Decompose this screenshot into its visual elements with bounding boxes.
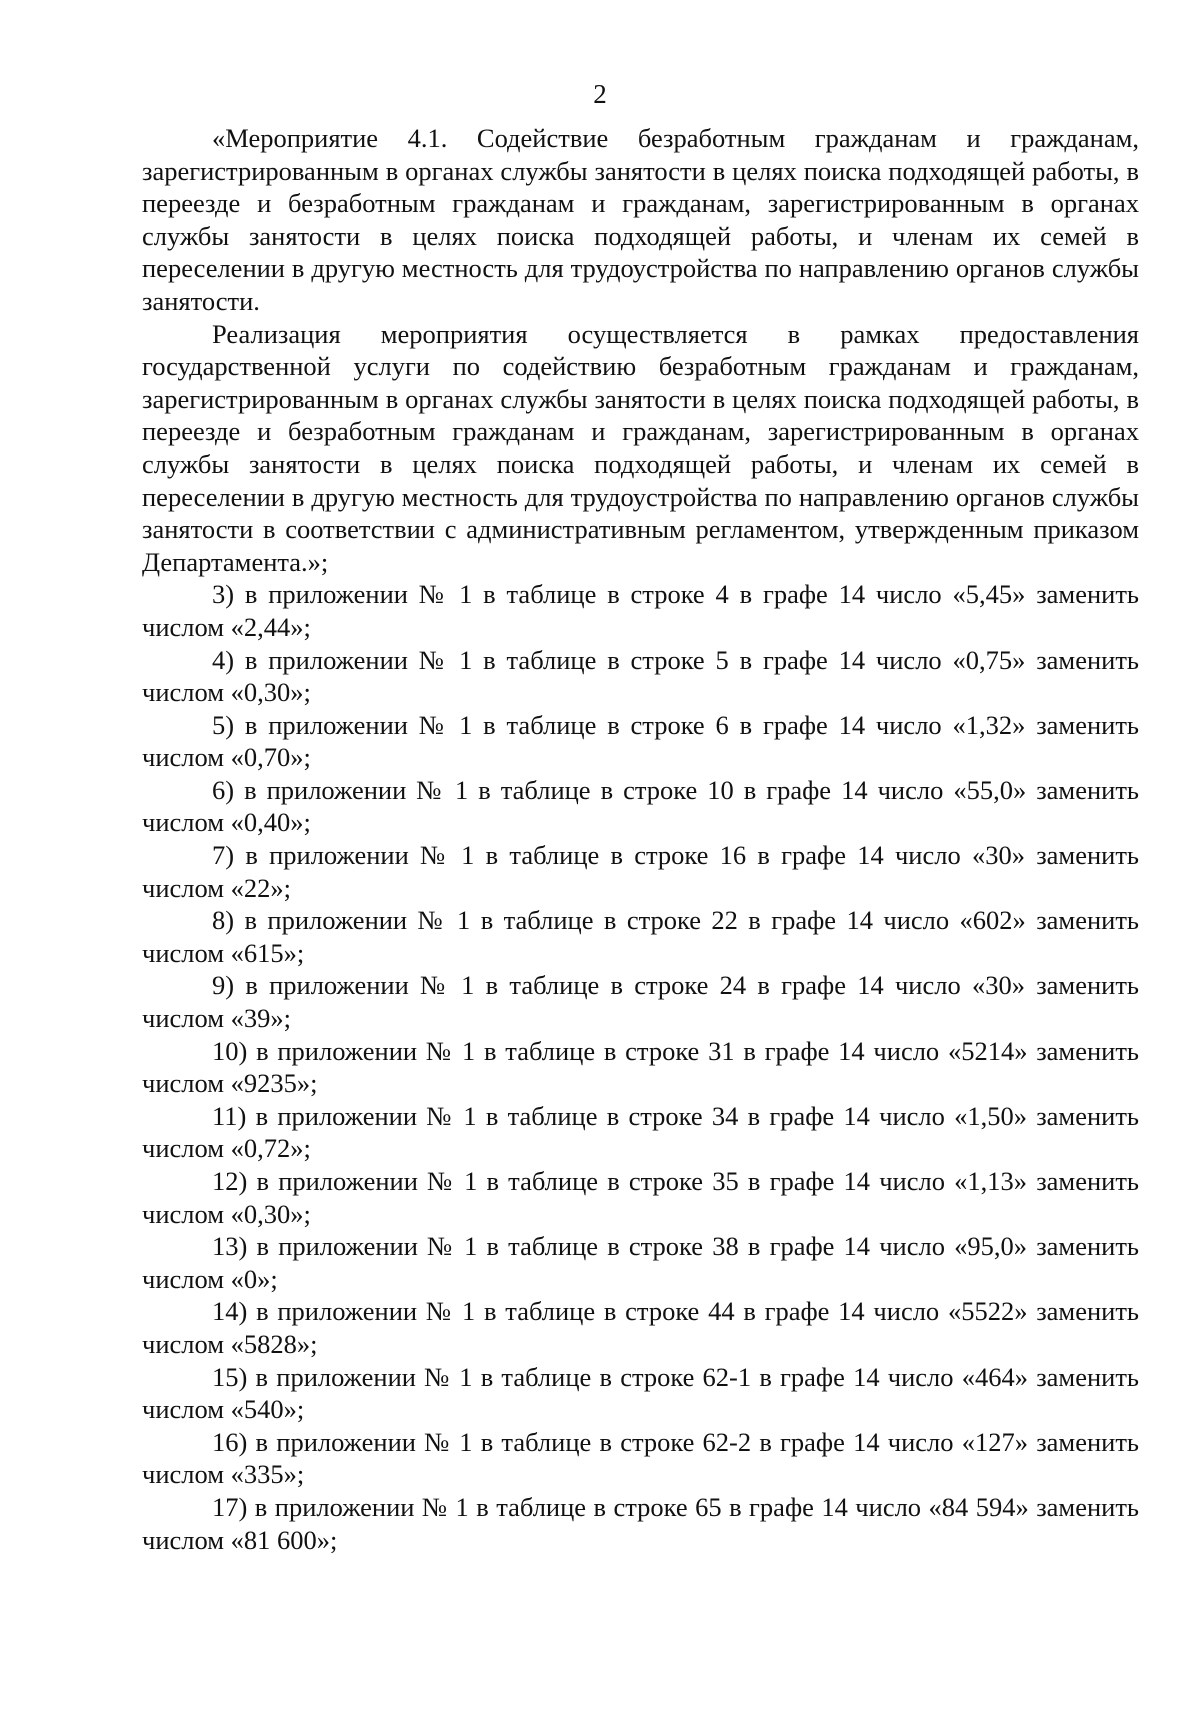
amendment-item-7: 7) в приложении № 1 в таблице в строке 16 в графе 14 число «30» заменить числом «22»; bbox=[142, 840, 1139, 903]
amendment-item-3: 3) в приложении № 1 в таблице в строке 4 в графе 14 число «5,45» заменить числом «2,44»; bbox=[142, 579, 1139, 642]
page-number: 2 bbox=[593, 79, 607, 109]
amendment-item-11: 11) в приложении № 1 в таблице в строке 34 в графе 14 число «1,50» заменить числом «0,72»; bbox=[142, 1100, 1139, 1164]
amendment-item-15: 15) в приложении № 1 в таблице в строке 62-1 в графе 14 число «464» заменить числом «540»; bbox=[142, 1361, 1139, 1425]
amendment-item-6: 6) в приложении № 1 в таблице в строке 10 в графе 14 число «55,0» заменить числом «0,40»; bbox=[142, 774, 1139, 838]
amendment-item-9: 9) в приложении № 1 в таблице в строке 24 в графе 14 число «30» заменить числом «39»; bbox=[142, 970, 1139, 1034]
amendment-item-5: 5) в приложении № 1 в таблице в строке 6 в графе 14 число «1,32» заменить числом «0,70»; bbox=[142, 709, 1139, 773]
amendment-item-17: 17) в приложении № 1 в таблице в строке 65 в графе 14 число «84 594» заменить числом «81 600»; bbox=[142, 1491, 1139, 1555]
amendment-item-13: 13) в приложении № 1 в таблице в строке 38 в графе 14 число «95,0» заменить числом «0»; bbox=[142, 1231, 1139, 1294]
amendment-item-8: 8) в приложении № 1 в таблице в строке 22 в графе 14 число «602» заменить числом «615»; bbox=[142, 905, 1139, 968]
paragraph-implementation: Реализация мероприятия осуществляется в рамках предоставления государственной услуги по содействию безработным гражданам и гражданам, зарегистрированным в органах службы занятости в целях поиска подходящей работы, в переезде и безработным гражданам и гражданам, зарегистрированным в органах службы занятости в целях поиска подходящей работы, и членам их семей в переселении в другую местность для трудоустройства по направлению органов службы занятости в соответствии с административным регламентом, утвержденным приказом Департамента.»; bbox=[142, 318, 1139, 577]
paragraph-measure-4-1: «Мероприятие 4.1. Содействие безработным гражданам и гражданам, зарегистрированным в органах службы занятости в целях поиска подходящей работы, в переезде и безработным гражданам и гражданам, зарегистрированным в органах службы занятости в целях поиска подходящей работы, и членам их семей в переселении в другую местность для трудоустройства по направлению органов службы занятости. bbox=[142, 123, 1139, 316]
document-body bbox=[142, 122, 1139, 1556]
amendment-item-12: 12) в приложении № 1 в таблице в строке 35 в графе 14 число «1,13» заменить числом «0,30»; bbox=[142, 1166, 1139, 1229]
amendment-item-14: 14) в приложении № 1 в таблице в строке 44 в графе 14 число «5522» заменить числом «5828»; bbox=[142, 1296, 1139, 1359]
amendment-item-16: 16) в приложении № 1 в таблице в строке 62-2 в графе 14 число «127» заменить числом «335»; bbox=[142, 1426, 1139, 1490]
amendment-item-4: 4) в приложении № 1 в таблице в строке 5 в графе 14 число «0,75» заменить числом «0,30»; bbox=[142, 644, 1139, 708]
amendment-item-10: 10) в приложении № 1 в таблице в строке 31 в графе 14 число «5214» заменить числом «9235»; bbox=[142, 1035, 1139, 1099]
